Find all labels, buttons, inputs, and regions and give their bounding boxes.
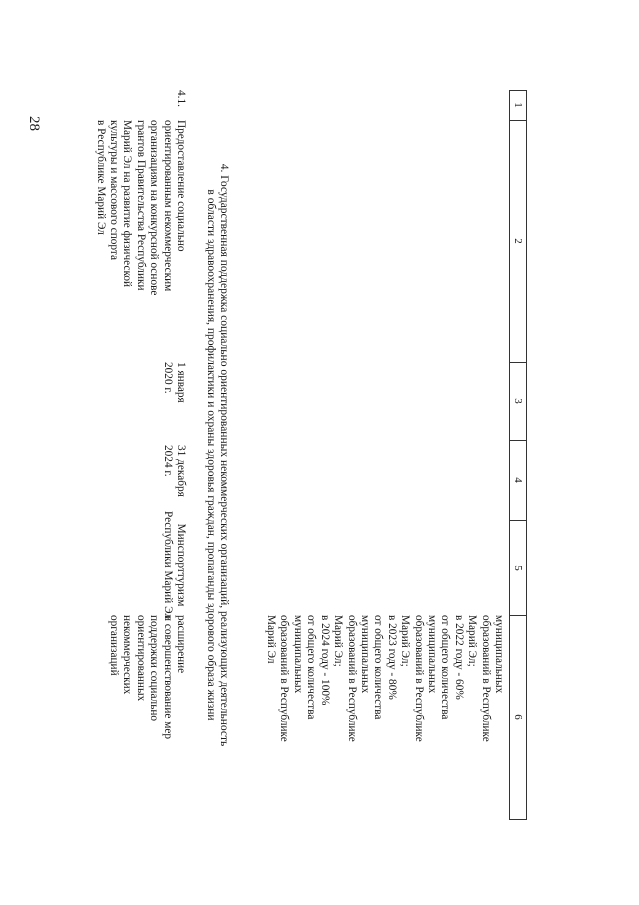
continued-result-cell: муниципальных образований в Республике Марий Эл; в 2022 году - 60% от общего количества муниципальных образований в Республике Марий Эл; в 2023 году - 80% от общего количества муниципальных образований в Республике Марий Эл; в 2024 году - 100% от общего количества муниципальных образований в Республике Марий Эл [265,615,505,742]
header-col-4: 4 [512,477,524,483]
header-col-3: 3 [512,398,524,404]
col-divider [509,520,527,521]
row-result: расширение и совершенствование мер поддержки социально ориентированных некоммерческих организаций [107,615,187,740]
row-start-date: 1 января 2020 г. [161,362,187,403]
section-heading: 4. Государственная поддержка социально ориентированных некоммерческих организаций, реализующих деятельность в области здравоохранения, профилактики и охраны здоровья граждан, пропаганды здорового образа жизни [204,163,230,747]
header-col-6: 6 [512,714,524,720]
header-col-1: 1 [512,102,524,108]
row-responsible: Минспорттуризм Республики Марий Эл [161,510,187,620]
header-col-2: 2 [512,238,524,244]
col-divider [509,440,527,441]
col-divider [509,615,527,616]
col-divider [509,362,527,363]
row-description: Предоставление социально ориентированным некоммерческим организациям на конкурсной основе грантов Правительства Республики Марий Эл на развитие физической культуры и массового спорта в Республике Марий Эл [94,120,187,296]
table-top-border [526,90,527,820]
col-divider [509,819,527,820]
page-number: 28 [26,116,42,131]
row-end-date: 31 декабря 2024 г. [161,445,187,497]
rotated-page-content [87,90,527,820]
row-number: 4.1. [175,90,187,107]
header-col-5: 5 [512,565,524,571]
